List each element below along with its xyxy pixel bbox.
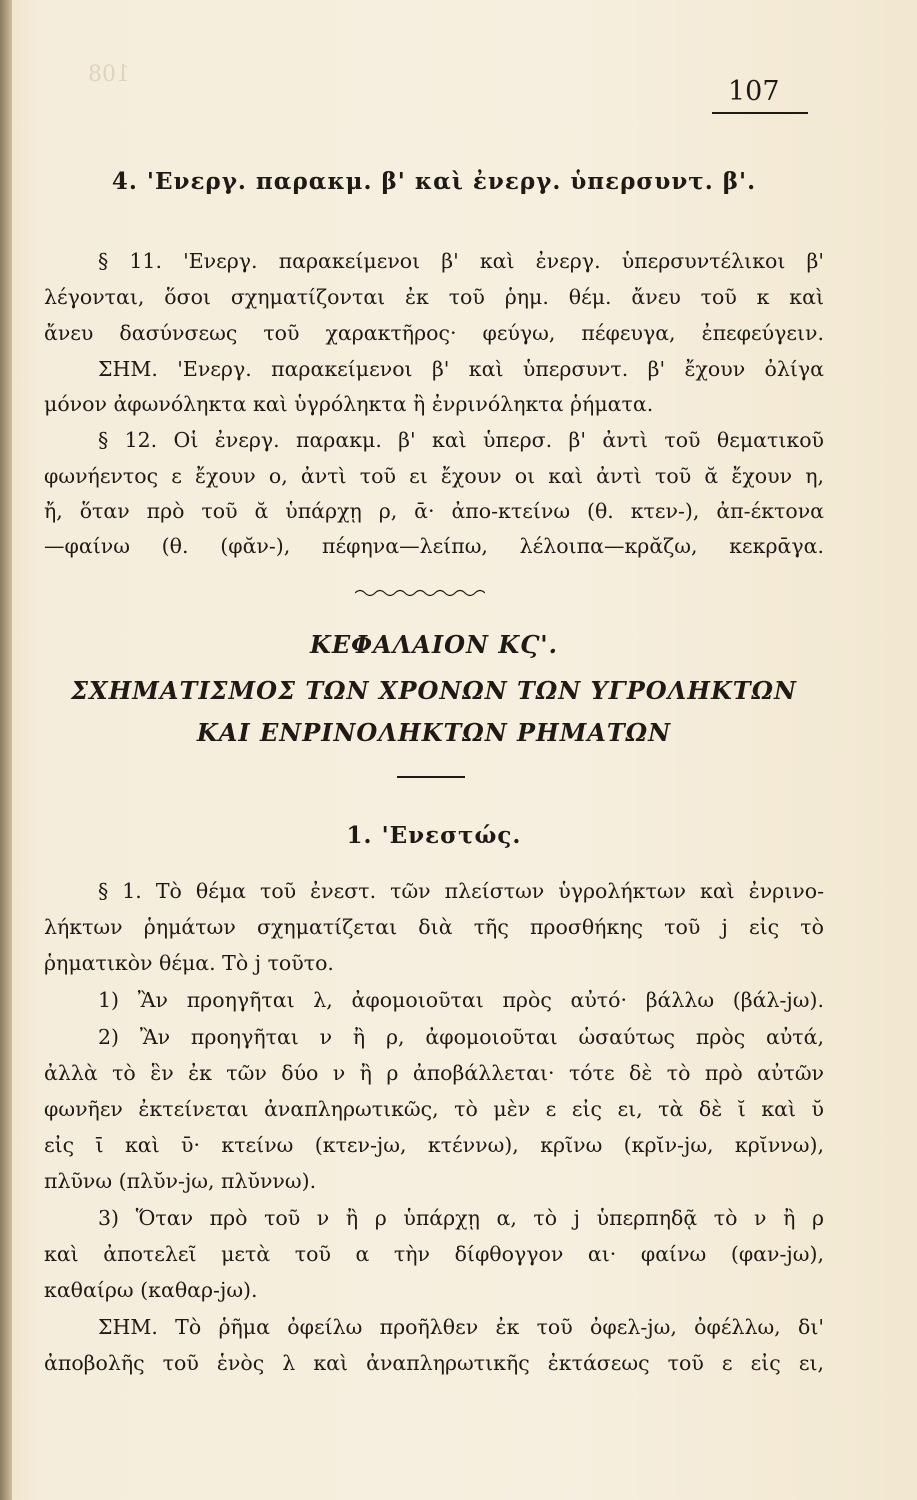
text-line: φωνήεντος ε ἔχουν ο, ἀντὶ τοῦ ει ἔχουν οι καὶ ἀντὶ τοῦ ᾰ ἔχουν η, — [44, 464, 824, 488]
text-line: ΣΗΜ. 'Ενεργ. παρακείμενοι β' καὶ ὑπερσυντ. β' ἔχουν ὀλίγα — [98, 357, 824, 381]
chapter-rule — [397, 776, 465, 778]
book-spine-shadow — [0, 0, 12, 1500]
text-line: 2) Ἂν προηγῆται ν ἢ ρ, ἀφομοιοῦται ὡσαύτως πρὸς αὐτά, — [98, 1025, 824, 1049]
text-line: φωνῆεν ἐκτείνεται ἀναπληρωτικῶς, τὸ μὲν ε εἰς ει, τὰ δὲ ῐ καὶ ῠ — [44, 1097, 824, 1121]
text-line: § 1. Τὸ θέμα τοῦ ἐνεστ. τῶν πλείστων ὑγρολήκτων καὶ ἐνρινο- — [98, 879, 824, 903]
text-line: § 11. 'Ενεργ. παρακείμενοι β' καὶ ἐνεργ. ὑπερσυντέλικοι β' — [98, 249, 824, 273]
text-line: λήκτων ῥημάτων σχηματίζεται διὰ τῆς προσθήκης τοῦ j εἰς τὸ — [44, 915, 824, 939]
section-1-title: 1. 'Ενεστώς. — [346, 822, 522, 849]
page-number-rule — [712, 112, 808, 114]
text-line: ἤ, ὅταν πρὸ τοῦ ᾰ ὑπάρχῃ ρ, ᾱ· ἀπο-κτείνω (θ. κτεν-), ἀπ-έκτονα — [44, 499, 824, 523]
wavy-divider — [355, 586, 485, 600]
text-line: ἀλλὰ τὸ ἓν ἐκ τῶν δύο ν ἢ ρ ἀποβάλλεται· τότε δὲ τὸ πρὸ αὐτῶν — [44, 1061, 824, 1085]
text-line: 3) Ὅταν πρὸ τοῦ ν ἢ ρ ὑπάρχῃ α, τὸ j ὑπερπηδᾷ τὸ ν ἢ ρ — [98, 1206, 824, 1230]
text-line: 1) Ἂν προηγῆται λ, ἀφομοιοῦται πρὸς αὐτό· βάλλω (βάλ-jω). — [98, 988, 824, 1012]
text-line: λέγονται, ὅσοι σχηματίζονται ἐκ τοῦ ῥημ. θέμ. ἄνευ τοῦ κ καὶ — [44, 285, 824, 309]
text-line: ῥηματικὸν θέμα. Τὸ j τοῦτο. — [44, 951, 334, 975]
text-line: πλῦνω (πλῠν-jω, πλῠννω). — [44, 1169, 317, 1193]
chapter-heading: ΚΕΦΑΛΑΙΟΝ ΚϚ'. — [309, 630, 558, 659]
bleed-through-page-number: 108 — [88, 62, 130, 87]
section-4-title: 4. 'Ενεργ. παρακμ. β' καὶ ἐνεργ. ὑπερσυντ. β'. — [111, 168, 757, 195]
page-number: 107 — [728, 76, 780, 107]
text-line: —φαίνω (θ. (φᾰν-), πέφηνα—λείπω, λέλοιπα—κρᾰζω, κεκρᾱγα. — [44, 534, 824, 558]
text-line: καθαίρω (καθαρ-jω). — [44, 1278, 258, 1302]
text-line: ἀποβολῆς τοῦ ἑνὸς λ καὶ ἀναπληρωτικῆς ἐκτάσεως τοῦ ε εἰς ει, — [44, 1351, 824, 1375]
chapter-title-line-2: ΚΑΙ ΕΝΡΙΝΟΛΗΚΤΩΝ ΡΗΜΑΤΩΝ — [196, 718, 672, 747]
text-line: εἰς ῑ καὶ ῡ· κτείνω (κτεν-jω, κτέννω), κρῖνω (κρῐν-jω, κρῐννω), — [44, 1133, 824, 1157]
text-line: ΣΗΜ. Τὸ ῥῆμα ὀφείλω προῆλθεν ἐκ τοῦ ὀφελ-jω, ὀφέλλω, δι' — [98, 1315, 824, 1339]
text-line: ἄνευ δασύνσεως τοῦ χαρακτῆρος· φεύγω, πέφευγα, ἐπεφεύγειν. — [44, 321, 824, 345]
text-line: καὶ ἀποτελεῖ μετὰ τοῦ α τὴν δίφθογγον αι· φαίνω (φαν-jω), — [44, 1242, 824, 1266]
text-line: § 12. Οἱ ἐνεργ. παρακμ. β' καὶ ὑπερσ. β' ἀντὶ τοῦ θεματικοῦ — [98, 428, 824, 452]
chapter-title-line-1: ΣΧΗΜΑΤΙΣΜΟΣ ΤΩΝ ΧΡΟΝΩΝ ΤΩΝ ΥΓΡΟΛΗΚΤΩΝ — [71, 676, 797, 705]
text-line: μόνον ἀφωνόληκτα καὶ ὑγρόληκτα ἢ ἐνρινόληκτα ῥήματα. — [44, 392, 654, 416]
